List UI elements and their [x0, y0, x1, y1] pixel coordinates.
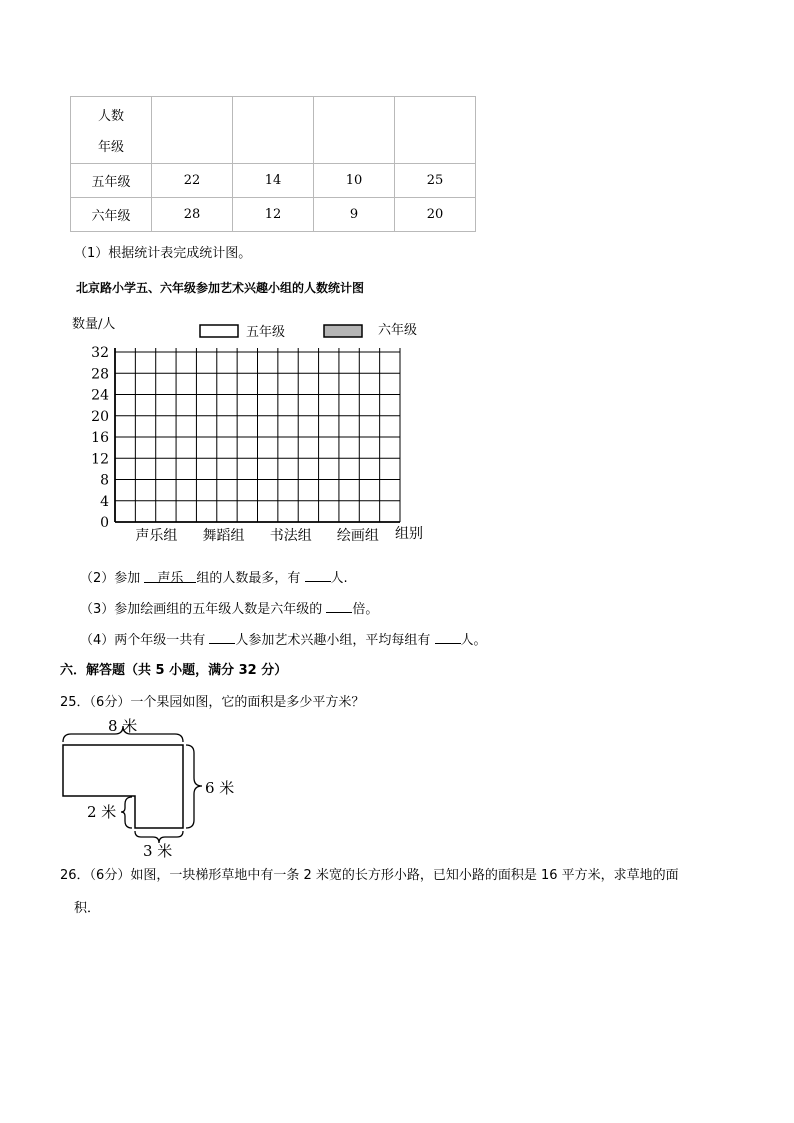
section-heading: 六．解答题（共 5 小题，满分 32 分） — [60, 663, 288, 678]
x-category-label: 声乐组 — [135, 528, 178, 544]
left-dimension: 2 米 — [87, 803, 117, 821]
q3-prefix: （3）参加绘画组的五年级人数是六年级的 — [80, 602, 327, 617]
y-tick-label: 20 — [91, 408, 109, 425]
question-1: （1）根据统计表完成统计图。 — [74, 246, 252, 261]
table-header-empty — [152, 97, 233, 164]
header-top: 人数 — [97, 109, 124, 124]
bar-chart — [60, 272, 460, 552]
y-tick-label: 4 — [100, 493, 109, 510]
bottom-dimension: 3 米 — [143, 842, 173, 860]
q2-suffix: 人. — [330, 571, 348, 586]
q4-middle: 人参加艺术兴趣小组，平均每组有 — [235, 633, 435, 648]
table-header-row — [71, 97, 476, 164]
x-category-label: 舞蹈组 — [202, 528, 245, 544]
x-category-label: 绘画组 — [336, 528, 379, 544]
y-tick-label: 32 — [91, 345, 109, 361]
legend-swatch-grade6 — [324, 325, 362, 337]
chart-grid — [115, 348, 400, 522]
table-cell: 12 — [233, 198, 314, 232]
q4-total-blank[interactable] — [209, 628, 235, 644]
orchard-figure — [55, 712, 255, 860]
question-4 — [80, 628, 487, 648]
table-header-empty — [395, 97, 476, 164]
q3-suffix: 倍。 — [352, 602, 379, 617]
table-cell: 10 — [314, 164, 395, 198]
y-axis-label: 数量/人 — [72, 317, 116, 332]
y-tick-labels — [91, 345, 109, 531]
q4-average-blank[interactable] — [435, 628, 461, 644]
q3-blank[interactable] — [326, 597, 352, 613]
statistics-table — [70, 96, 476, 232]
table-row — [71, 164, 476, 198]
question-2 — [80, 566, 348, 586]
y-tick-label: 16 — [91, 430, 109, 446]
x-category-labels — [135, 527, 379, 544]
l-shape — [63, 745, 183, 828]
row-grade: 五年级 — [71, 164, 152, 198]
q4-suffix: 人。 — [460, 633, 487, 648]
table-cell: 25 — [395, 164, 476, 198]
table-cell: 20 — [395, 198, 476, 232]
chart-title: 北京路小学五、六年级参加艺术兴趣小组的人数统计图 — [76, 281, 365, 295]
question-25: 25．（6分）一个果园如图，它的面积是多少平方米？ — [60, 695, 365, 710]
row-grade: 六年级 — [71, 198, 152, 232]
y-tick-label: 12 — [91, 451, 109, 468]
table-cell: 28 — [152, 198, 233, 232]
y-tick-label: 8 — [100, 472, 109, 489]
q4-prefix: （4）两个年级一共有 — [80, 633, 210, 648]
legend-swatch-grade5 — [200, 325, 238, 337]
y-tick-label: 0 — [100, 515, 109, 531]
top-dimension: 8 米 — [108, 717, 138, 735]
table-corner-header — [71, 97, 152, 164]
question-3 — [80, 597, 378, 617]
left-brace — [121, 797, 132, 828]
question-26: 26．（6分）如图，一块梯形草地中有一条 2 米宽的长方形小路，已知小路的面积是 16 平方米，求草地的面 — [60, 868, 679, 883]
x-axis-label: 组别 — [395, 526, 423, 542]
table-cell: 22 — [152, 164, 233, 198]
legend-label-grade6: 六年级 — [378, 323, 418, 338]
legend — [200, 322, 417, 340]
x-category-label: 书法组 — [269, 528, 312, 544]
table-cell: 9 — [314, 198, 395, 232]
right-brace — [186, 745, 202, 828]
q2-count-blank[interactable] — [305, 566, 331, 582]
legend-label-grade5: 五年级 — [246, 325, 286, 340]
table-cell: 14 — [233, 164, 314, 198]
header-bottom: 年级 — [97, 140, 124, 155]
table-header-empty — [233, 97, 314, 164]
question-26-continued: 积． — [74, 901, 101, 916]
q2-prefix: （2）参加 — [80, 571, 145, 586]
table-header-empty — [314, 97, 395, 164]
y-tick-label: 24 — [91, 387, 109, 404]
q2-answer-blank[interactable]: 声乐 — [144, 567, 196, 583]
q2-middle: 组的人数最多，有 — [196, 571, 305, 586]
right-dimension: 6 米 — [205, 779, 235, 797]
y-tick-label: 28 — [91, 366, 109, 383]
table-row — [71, 198, 476, 232]
